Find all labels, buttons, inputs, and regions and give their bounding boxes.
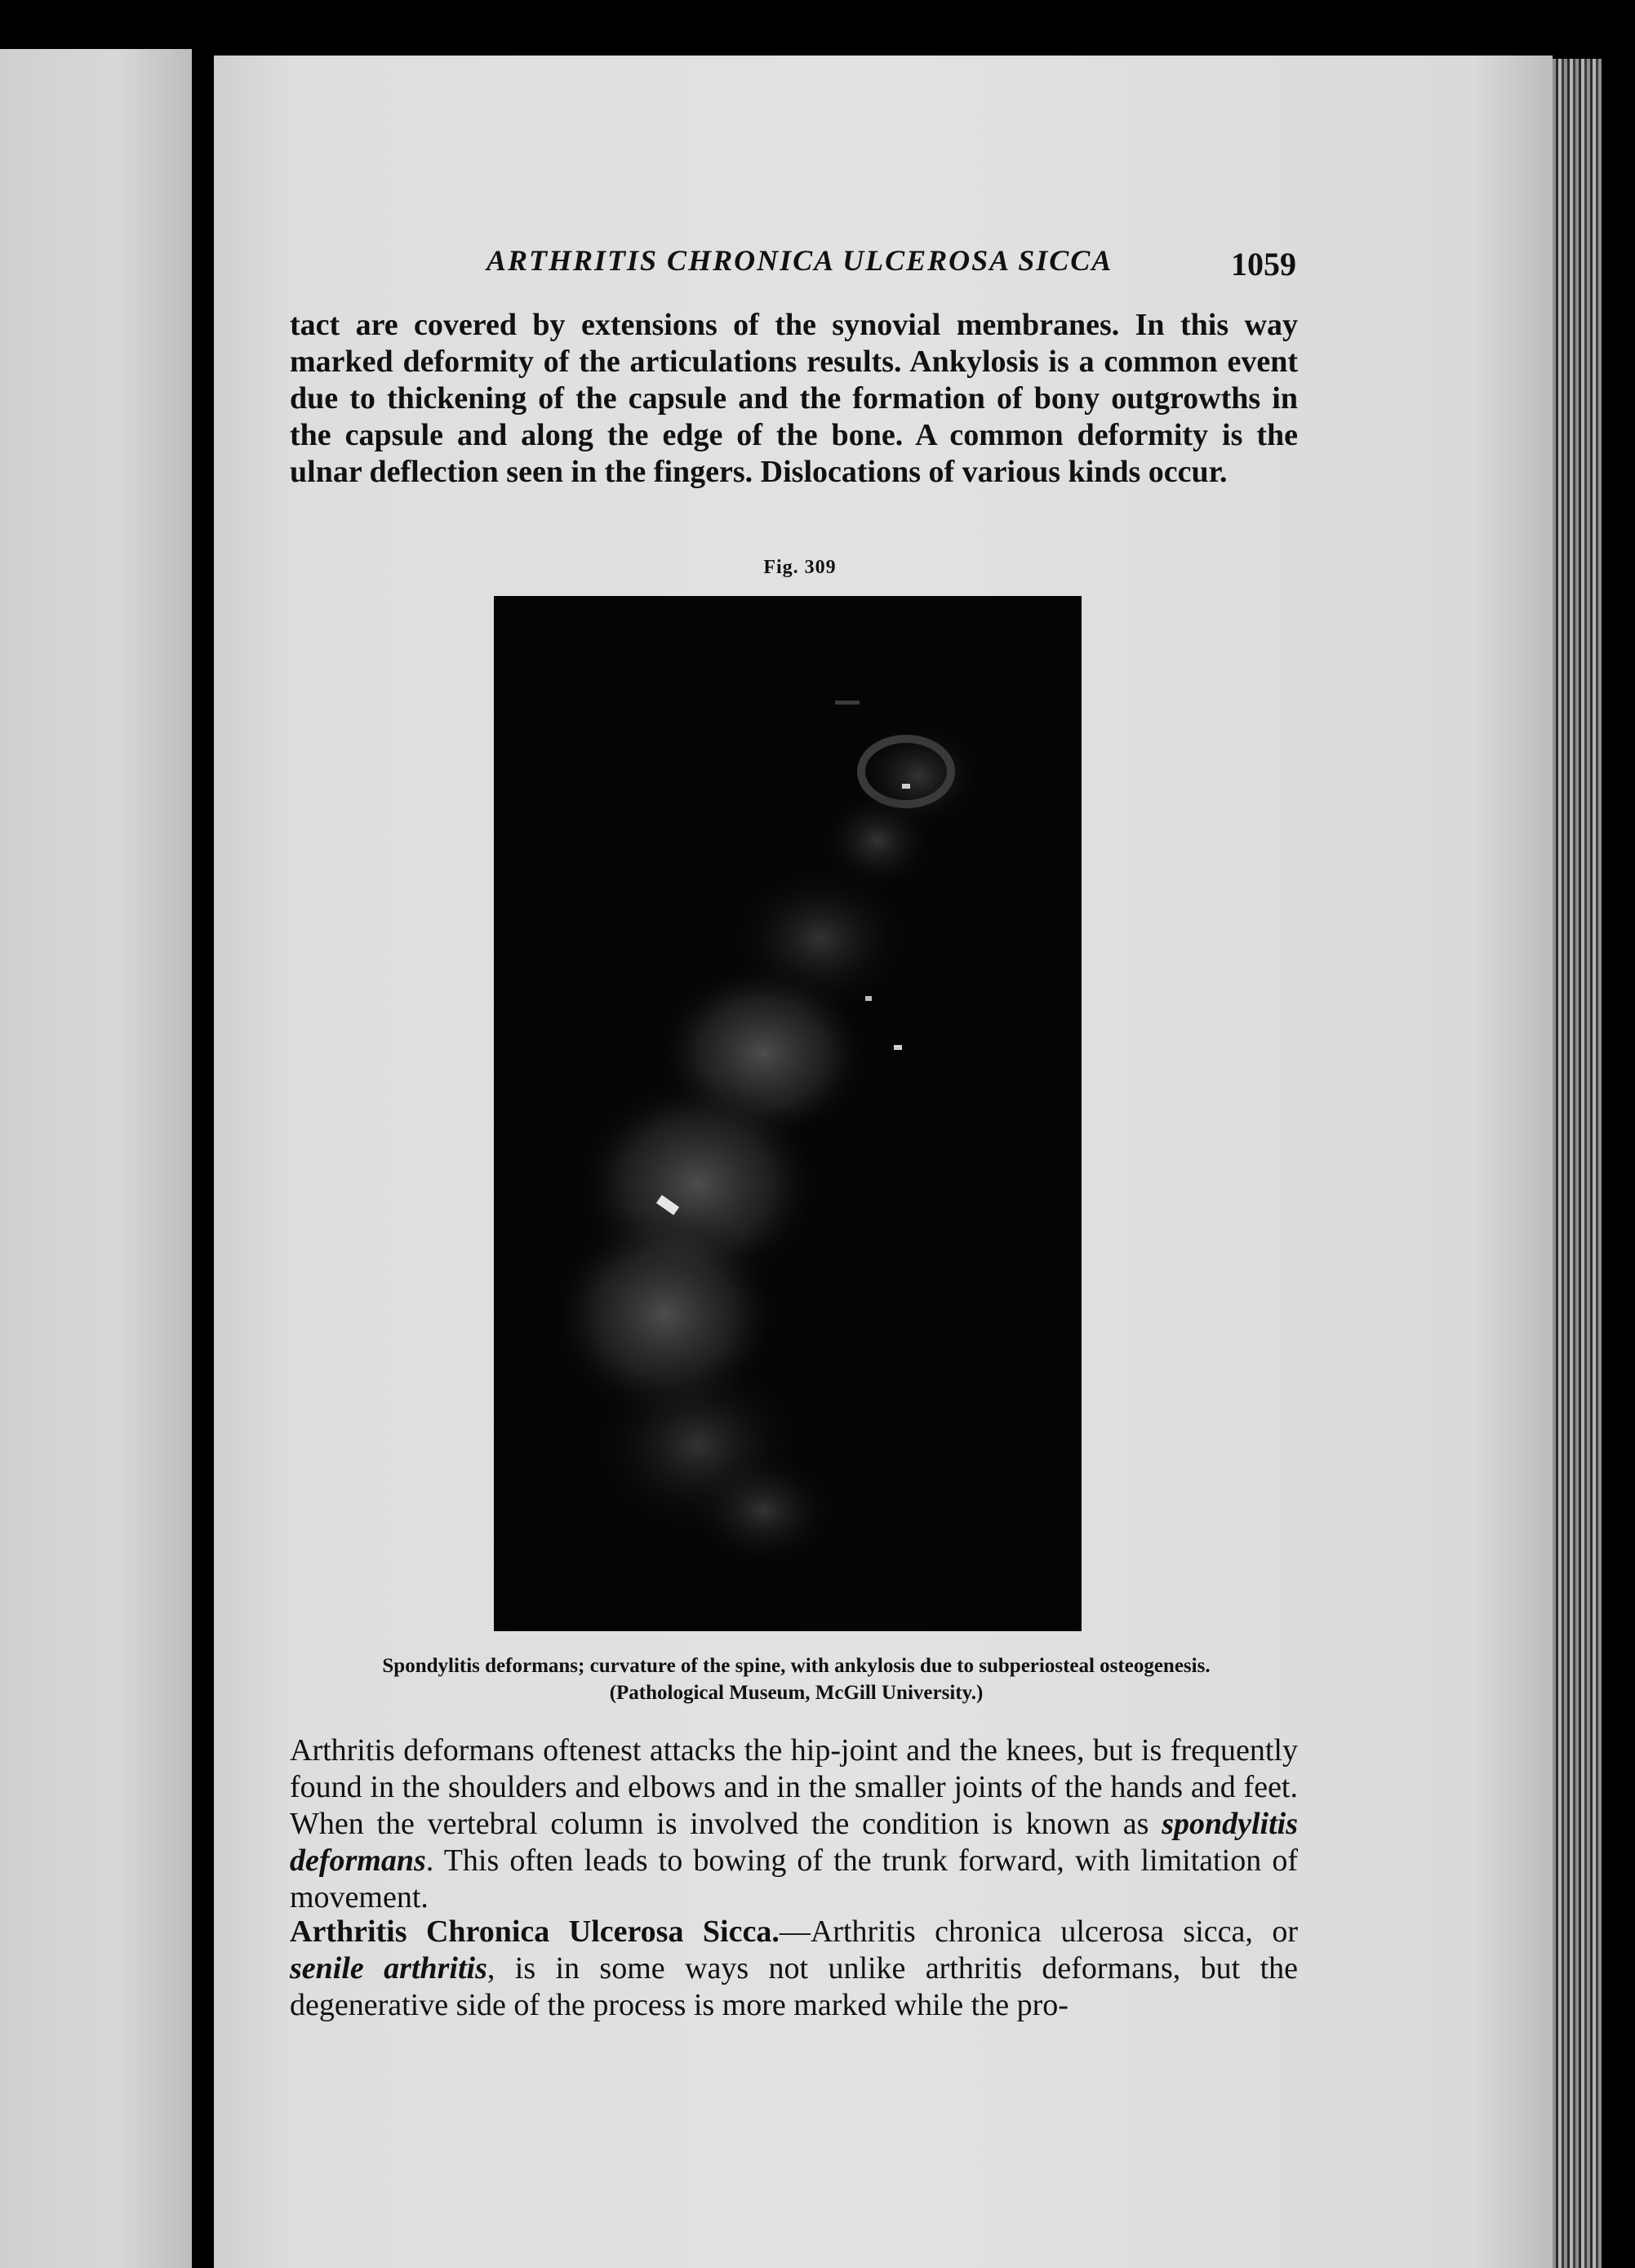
paragraph-1: tact are covered by extensions of the synovial membranes. In this way marked deformity of the articulations results. Ankylosis is a common event due to thickening of the capsule and the formation of bony outgrowths in the capsule and along the edge of the bone. A common deformity is the ulnar deflection seen in the fingers. Dislocations of various kinds occur. [290, 308, 1298, 489]
page-edges [1553, 59, 1602, 2268]
paragraph-3-text-b: , is in some ways not unlike arthritis deformans, but the degenerative side of the process is more marked while the pro- [290, 1951, 1299, 2022]
paragraph-2-text-a: Arthritis deformans oftenest attacks the hip-joint and the knees, but is frequently found in the shoulders and elbows and in the smaller joints of the hands and feet. When the vertebral column is involved the condition is known as [290, 1733, 1298, 1841]
term-spondylitis-deformans: spondylitis deformans [290, 1807, 1298, 1878]
page-number: 1059 [1231, 246, 1296, 282]
figure-photograph [494, 596, 1082, 1631]
running-head: ARTHRITIS CHRONICA ULCEROSA SICCA [487, 244, 1113, 277]
section-heading: Arthritis Chronica Ulcerosa Sicca. [290, 1914, 780, 1949]
paragraph-2 [290, 1732, 1298, 1916]
paragraph-3-text-a: —Arthritis chronica ulcerosa sicca, or [779, 1914, 1298, 1949]
figure-label: Fig. 309 [763, 557, 837, 578]
figure-caption: Spondylitis deformans; curvature of the spine, with ankylosis due to subperiosteal osteogenesis. (Pathological Museum, McGill University.) [382, 1655, 1211, 1704]
facing-page [0, 49, 192, 2268]
paragraph-3 [290, 1914, 1298, 2024]
spine-specimen-photo [494, 596, 1082, 1631]
paragraph-2-text-b: . This often leads to bowing of the trunk forward, with limitation of movement. [290, 1843, 1298, 1914]
term-senile-arthritis: senile arthritis [290, 1951, 487, 1986]
